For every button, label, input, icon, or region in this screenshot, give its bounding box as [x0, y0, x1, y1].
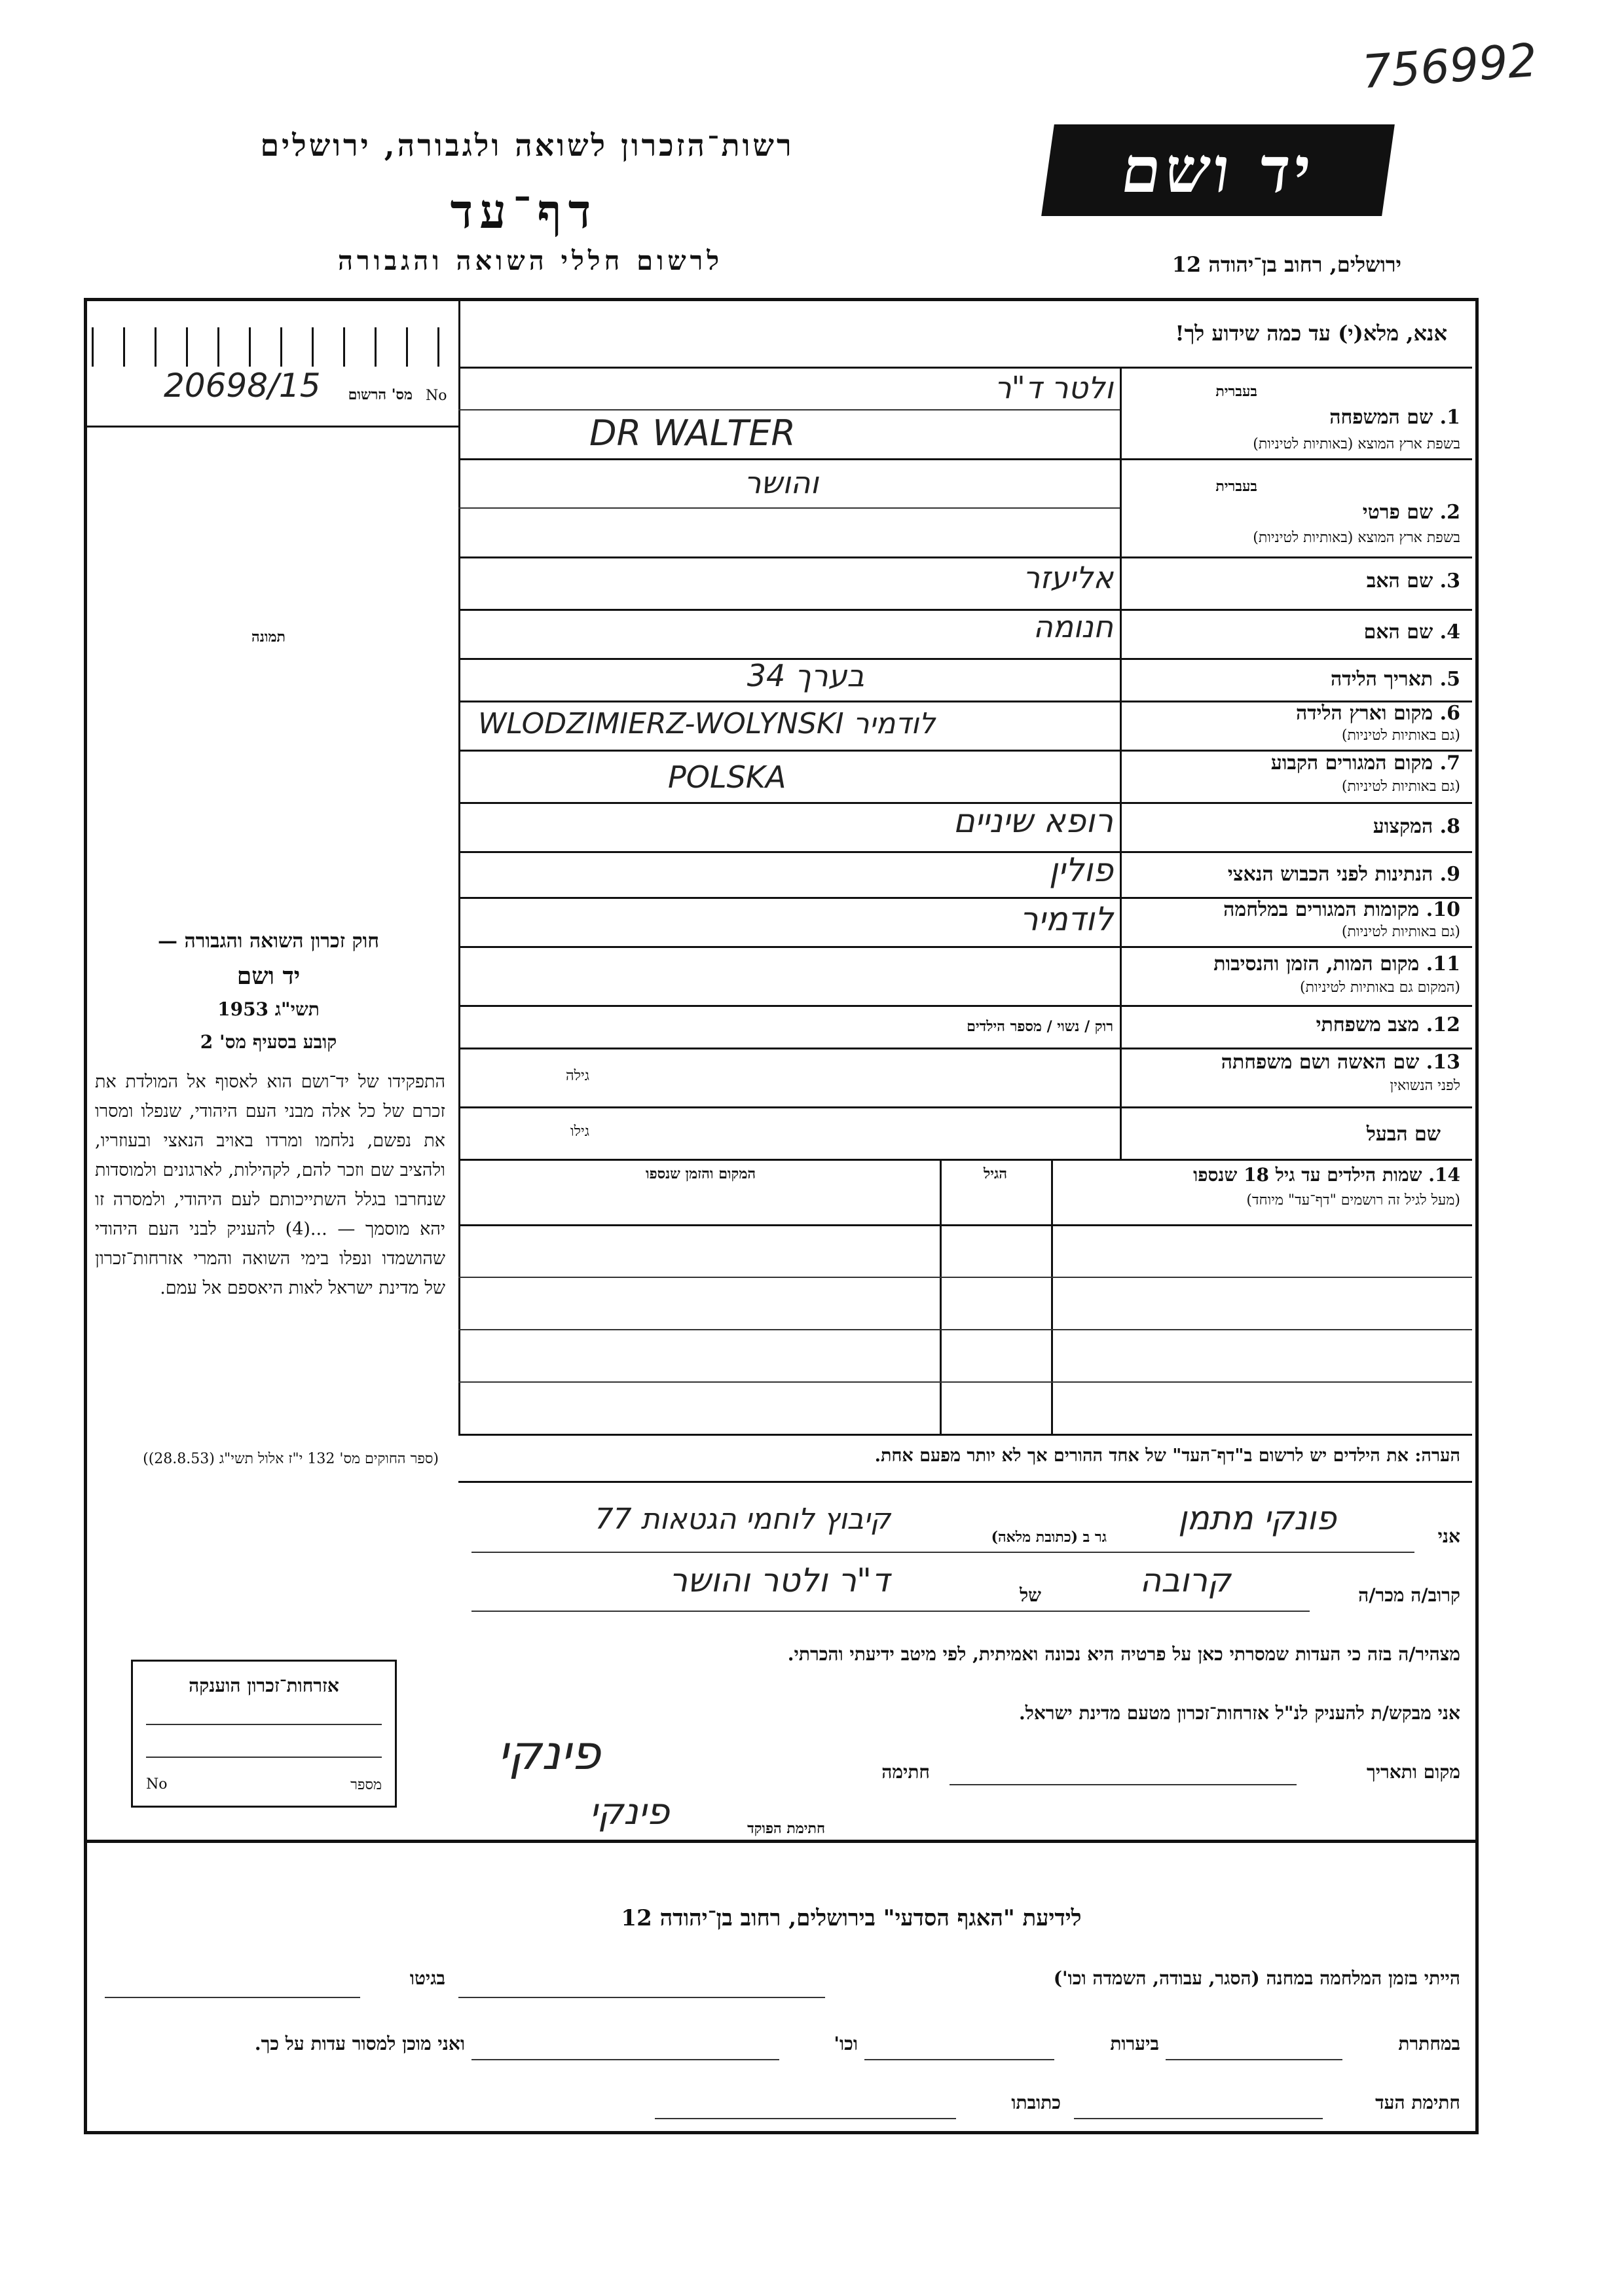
- row-line: [458, 507, 1120, 509]
- field-9-label: 9. הנתינות לפני הכבוש הנאצי: [1227, 863, 1460, 886]
- row-line: [458, 458, 1472, 460]
- bottom-line2-blank-b: [864, 2059, 1054, 2060]
- field-5-label: 5. תאריך הלידה: [1331, 668, 1460, 691]
- law-citation: (ספר החוקים מס' 132 י"ז אלול תשי"ג (28.8.53)): [143, 1451, 439, 1467]
- children-sub: (מעל לגיל זה רושמים "דף־עד" מיוחד): [1246, 1192, 1460, 1209]
- bottom-line2-blank-a: [1166, 2059, 1342, 2060]
- bottom-line1: הייתי בזמן המלחמה במחנה (הסגר, עבודה, השמדה וכו'): [1053, 1967, 1460, 1989]
- bottom-line2-b: ביערות: [1110, 2033, 1159, 2054]
- field-3-value: אליעזר: [1023, 560, 1113, 595]
- field-13-sub: לפני הנשואין: [1390, 1078, 1460, 1094]
- certificate-line: [146, 1757, 382, 1758]
- label-column-divider: [1120, 367, 1122, 1159]
- row-line: [458, 946, 1472, 948]
- place-date-line: [950, 1784, 1297, 1785]
- declarant-label: אני: [1437, 1525, 1460, 1547]
- declarant-address-label: גר ב (כתובת מלאה): [991, 1529, 1107, 1546]
- children-col-age: הגיל: [984, 1165, 1007, 1182]
- field-13-value: גילה: [566, 1068, 589, 1084]
- place-date-label: מקום ותאריך: [1366, 1761, 1460, 1783]
- field-10-value: לודמיר: [1020, 900, 1113, 938]
- bottom-line1-end: בגיטו: [409, 1967, 445, 1989]
- field-1-label: 1. שם המשפחה: [1329, 406, 1460, 429]
- field-3-label: 3. שם האב: [1366, 570, 1460, 592]
- field-8-value: רופא שיניים: [953, 802, 1113, 840]
- field-1-lang: בעברית: [1215, 383, 1257, 400]
- field-11-label: 11. מקום המות, הזמן והנסיבות: [1213, 953, 1460, 975]
- bottom-line2-c: וכו': [834, 2033, 858, 2054]
- children-row-line: [458, 1277, 1472, 1278]
- declarant-name: פונקי מתמן: [1178, 1499, 1337, 1537]
- certificate-number-label: מספר: [350, 1777, 382, 1793]
- field-4-value: חנומה: [1033, 609, 1113, 644]
- certificate-no-label: No: [146, 1776, 168, 1793]
- note-text: הערה: את הילדים יש לרשום ב"דף־העד" של אחד ההורים אך לא יותר מפעם אחת.: [874, 1446, 1460, 1466]
- field-1-value-lat: DR WALTER: [589, 412, 796, 454]
- field-4-label: 4. שם האם: [1363, 621, 1460, 644]
- of-value: ד"ר ולטר והושר: [669, 1561, 890, 1599]
- husband-value: גילו: [570, 1123, 589, 1140]
- husband-label: שם הבעל: [1366, 1123, 1441, 1146]
- official-signature: פינקי: [589, 1791, 670, 1833]
- field-6-value: WLODZIMIERZ-WOLYNSKI לודמיר: [478, 707, 936, 740]
- certificate-title: אזרחות־זכרון הוענקה: [189, 1675, 339, 1696]
- certificate-line: [146, 1724, 382, 1725]
- field-2-label: 2. שם פרטי: [1362, 501, 1460, 524]
- logo-text: יד ושם: [1116, 133, 1320, 207]
- row-line: [458, 1048, 1472, 1049]
- archive-number: 756992: [1360, 33, 1539, 100]
- law-name: יד ושם: [236, 962, 301, 990]
- certificate-box: [131, 1660, 397, 1808]
- sidebar-divider: [458, 301, 460, 1434]
- registration-divider: [85, 426, 458, 428]
- law-title: חוק זכרון השואה והגבורה —: [158, 930, 379, 953]
- official-label: חתימת הפוקד: [747, 1820, 825, 1837]
- row-line: [458, 1106, 1472, 1108]
- field-2-value: והושר: [744, 465, 819, 500]
- declaration-text: מצהיר/ה בזה כי העדות שמסרתי כאן על פרטיה היא נכונה ואמיתית, לפי מיטב ידיעתי והכרתי.: [787, 1643, 1460, 1665]
- children-row-line: [458, 1381, 1472, 1383]
- field-7-value: POLSKA: [668, 759, 786, 795]
- field-2-sub: בשפת ארץ המוצא (באותיות לטיניות): [1253, 530, 1460, 546]
- bottom-line2-a: במחתרת: [1398, 2033, 1460, 2054]
- children-row-line: [458, 1224, 1472, 1226]
- law-year: תשי"ג 1953: [217, 998, 320, 1020]
- field-7-label: 7. מקום המגורים הקבוע: [1270, 752, 1460, 774]
- relation-label: קרוב/ה מכר/ה: [1358, 1584, 1460, 1606]
- photo-label: תמונה: [251, 629, 286, 646]
- yad-vashem-logo: [1041, 124, 1395, 216]
- form-title: דף־עד: [450, 183, 598, 239]
- field-12-label: 12. מצב משפחתי: [1316, 1013, 1460, 1036]
- field-2-lang: בעברית: [1215, 478, 1257, 495]
- bottom-line3-a: חתימת העד: [1375, 2092, 1460, 2113]
- bottom-line1-blank: [458, 1997, 825, 1998]
- intro-divider: [458, 367, 1472, 369]
- note-bottom-line: [458, 1481, 1472, 1483]
- field-6-label: 6. מקום וארץ הלידה: [1295, 702, 1460, 725]
- relation-line: [471, 1611, 1310, 1612]
- field-1-value-he: ולטר ד"ר: [994, 370, 1113, 405]
- field-8-label: 8. המקצוע: [1373, 815, 1460, 838]
- registration-ticks: [92, 327, 452, 367]
- relation-value: קרובה: [1139, 1561, 1231, 1599]
- field-9-value: פולין: [1048, 851, 1113, 889]
- children-row-line: [458, 1329, 1472, 1330]
- field-12-value: רוק / נשוי / מספר הילדים: [967, 1018, 1113, 1035]
- bottom-line1-blank-2: [105, 1997, 360, 1998]
- row-line: [458, 556, 1472, 558]
- request-text: אני מבקש/ת להעניק לנ"ל אזרחות־זכרון מטעם מדינת ישראל.: [1018, 1702, 1460, 1724]
- intro-text: אנא, מלא(י) עד כמה שידוע לך!: [1175, 321, 1447, 346]
- children-col-divider-2: [1051, 1159, 1053, 1434]
- signature: פינקי: [498, 1725, 601, 1780]
- of-label: של: [1020, 1584, 1041, 1606]
- row-line: [458, 1005, 1472, 1007]
- bottom-title: לידיעת "האגף הסדעי" בירושלים, רחוב בן־יהודה 12: [621, 1905, 1082, 1931]
- law-section: קובע בסעיף מס' 2: [200, 1031, 337, 1053]
- form-subtitle: לרשום חללי השואה והגבורה: [337, 246, 724, 276]
- institution-name: רשות־הזכרון לשואה ולגבורה, ירושלים: [260, 128, 794, 163]
- registration-number: 20698/15: [164, 367, 321, 405]
- field-7-sub: (גם באותיות לטיניות): [1341, 778, 1460, 795]
- bottom-line2-blank-c: [471, 2059, 779, 2060]
- bottom-line3-blank-b: [655, 2118, 956, 2119]
- bottom-line2-end: ואני מוכן למסור עדות על כך.: [254, 2033, 465, 2054]
- children-label: 14. שמות הילדים עד גיל 18 שנספו: [1193, 1164, 1460, 1186]
- children-col-place: המקום והזמן שנספו: [645, 1165, 756, 1182]
- children-col-divider-1: [940, 1159, 942, 1434]
- registration-label: מס' הרשום: [348, 386, 413, 403]
- bottom-line3-b: כתובתו: [1011, 2092, 1061, 2113]
- row-line: [458, 1159, 1472, 1161]
- field-5-value: בערך 34: [747, 658, 864, 693]
- field-1-sub: בשפת ארץ המוצא (באותיות לטיניות): [1253, 436, 1460, 452]
- field-13-label: 13. שם האשה ושם משפחתה: [1221, 1051, 1460, 1074]
- note-top-line: [458, 1434, 1472, 1436]
- field-10-sub: (גם באותיות לטיניות): [1341, 924, 1460, 940]
- declarant-address: קיבוץ לוחמי הגטאות 77: [595, 1503, 891, 1536]
- row-line: [458, 409, 1120, 410]
- field-6-sub: (גם באותיות לטיניות): [1341, 727, 1460, 744]
- bottom-line3-blank-a: [1074, 2118, 1323, 2119]
- declarant-line: [471, 1552, 1414, 1553]
- address: ירושלים, רחוב בן־יהודה 12: [1172, 252, 1401, 277]
- field-10-label: 10. מקומות המגורים במלחמה: [1223, 898, 1460, 921]
- field-11-sub: (המקום גם באותיות לטיניות): [1300, 979, 1460, 996]
- registration-no-label: No: [426, 388, 447, 404]
- law-body: התפקידו של יד־ושם הוא לאסוף אל המולדת את זכרם של כל אלה מבני העם היהודי, שנפלו ומסרו את נפשם, נלחמו ומרדו באויב הנאצי ובעוזריו, ולהציב שם וזכר להם, לקהילות, לארגונים ולמוסדות שנחרבו בגלל השתייכותם לעם היהודי, ולמסרה זו יהא מוסמך — ...(4) להעניק לבני העם היהודי שהושמדו ונפלו בימי השואה והמרי אזרחות־זכרון של מדינת ישראל לאות היאספם אל עמם.: [95, 1072, 445, 1298]
- signature-label: חתימה: [881, 1761, 930, 1783]
